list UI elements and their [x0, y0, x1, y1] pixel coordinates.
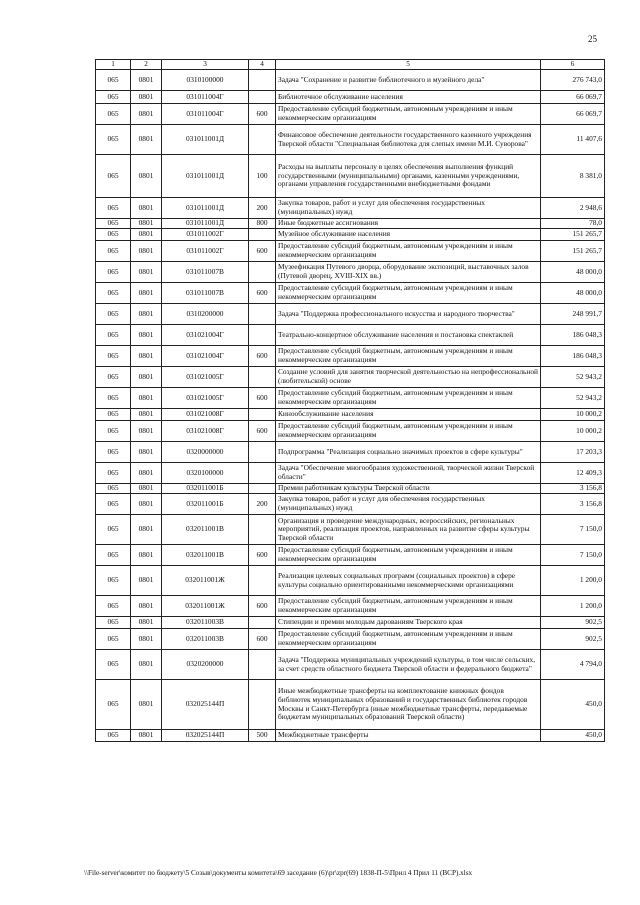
cell-target-article: 0320200000	[162, 650, 249, 680]
cell-section: 0801	[131, 545, 162, 566]
cell-target-article: 032011001Б	[162, 484, 249, 494]
cell-target-article: 032025144П	[162, 680, 249, 730]
cell-target-article: 032011001Ж	[162, 566, 249, 596]
cell-expense-type	[249, 566, 276, 596]
cell-target-article: 031011001Д	[162, 155, 249, 198]
cell-expense-type	[249, 325, 276, 346]
cell-description: Финансовое обеспечение деятельности государственного казенного учреждения Тверской области "Специальная библиотека для слепых имени М.И. Суворова"	[276, 125, 541, 155]
cell-expense-type	[249, 617, 276, 629]
cell-target-article: 032011003В	[162, 629, 249, 650]
cell-section: 0801	[131, 91, 162, 104]
table-row	[96, 629, 605, 650]
cell-admin: 065	[96, 680, 131, 730]
cell-target-article: 032011001В	[162, 515, 249, 545]
table-row	[96, 730, 605, 742]
table-row	[96, 409, 605, 421]
cell-admin: 065	[96, 219, 131, 229]
cell-admin: 065	[96, 409, 131, 421]
cell-description: Предоставление субсидий бюджетным, автономным учреждениям и иным некоммерческим организациям	[276, 104, 541, 125]
table-row	[96, 484, 605, 494]
cell-description: Премии работникам культуры Тверской области	[276, 484, 541, 494]
cell-section: 0801	[131, 494, 162, 515]
table-row	[96, 617, 605, 629]
cell-section: 0801	[131, 346, 162, 367]
table-row	[96, 388, 605, 409]
table-row	[96, 262, 605, 283]
column-header: 2	[131, 60, 162, 70]
cell-amount: 11 407,6	[541, 125, 605, 155]
cell-expense-type: 200	[249, 198, 276, 219]
cell-target-article: 031021005Г	[162, 367, 249, 388]
table-header-row	[96, 60, 605, 70]
table-row	[96, 283, 605, 304]
table-row	[96, 545, 605, 566]
table-row	[96, 198, 605, 219]
cell-expense-type	[249, 409, 276, 421]
cell-expense-type	[249, 367, 276, 388]
cell-section: 0801	[131, 70, 162, 91]
cell-section: 0801	[131, 650, 162, 680]
cell-admin: 065	[96, 262, 131, 283]
cell-description: Межбюджетные трансферты	[276, 730, 541, 742]
table-row	[96, 650, 605, 680]
cell-description: Предоставление субсидий бюджетным, автономным учреждениям и иным некоммерческим организациям	[276, 596, 541, 617]
cell-description: Реализация целевых социальных программ (социальных проектов) в сфере культуры социально ориентированными некоммерческими организациями	[276, 566, 541, 596]
table-row	[96, 596, 605, 617]
cell-amount: 248 991,7	[541, 304, 605, 325]
cell-admin: 065	[96, 545, 131, 566]
cell-section: 0801	[131, 219, 162, 229]
cell-description: Задача "Обеспечение многообразия художественной, творческой жизни Тверской области"	[276, 463, 541, 484]
cell-expense-type	[249, 484, 276, 494]
cell-section: 0801	[131, 388, 162, 409]
cell-expense-type	[249, 442, 276, 463]
table-row	[96, 421, 605, 442]
cell-target-article: 031021005Г	[162, 388, 249, 409]
cell-target-article: 031011004Г	[162, 91, 249, 104]
table-row	[96, 680, 605, 730]
table-row	[96, 515, 605, 545]
cell-amount: 151 265,7	[541, 229, 605, 241]
cell-admin: 065	[96, 241, 131, 262]
table-row	[96, 125, 605, 155]
cell-admin: 065	[96, 650, 131, 680]
cell-amount: 52 943,2	[541, 367, 605, 388]
cell-admin: 065	[96, 229, 131, 241]
cell-amount: 902,5	[541, 629, 605, 650]
cell-description: Задача "Сохранение и развитие библиотечного и музейного дела"	[276, 70, 541, 91]
cell-amount: 151 265,7	[541, 241, 605, 262]
cell-section: 0801	[131, 241, 162, 262]
cell-target-article: 031011007В	[162, 283, 249, 304]
cell-description: Задача "Поддержка профессионального искусства и народного творчества"	[276, 304, 541, 325]
cell-expense-type	[249, 229, 276, 241]
cell-description: Расходы на выплаты персоналу в целях обеспечения выполнения функций государственными (муниципальными) органами, казенными учреждениями, органами управления государственными внебюджетными фондами	[276, 155, 541, 198]
cell-amount: 8 381,0	[541, 155, 605, 198]
cell-target-article: 032011003В	[162, 617, 249, 629]
cell-section: 0801	[131, 515, 162, 545]
cell-amount: 7 150,0	[541, 515, 605, 545]
column-header: 6	[541, 60, 605, 70]
cell-admin: 065	[96, 198, 131, 219]
cell-section: 0801	[131, 198, 162, 219]
cell-description: Библиотечное обслуживание населения	[276, 91, 541, 104]
cell-admin: 065	[96, 596, 131, 617]
table-row	[96, 346, 605, 367]
cell-description: Организация и проведение международных, всероссийских, региональных мероприятий, реализация проектов, направленных на развитие сферы культуры Тверской области	[276, 515, 541, 545]
cell-target-article: 0320100000	[162, 463, 249, 484]
cell-description: Музеефикация Путевого дворца, оборудование экспозиций, выставочных залов (Путевой дворец, XVIII-XIX вв.)	[276, 262, 541, 283]
cell-admin: 065	[96, 388, 131, 409]
cell-admin: 065	[96, 730, 131, 742]
cell-target-article: 0310100000	[162, 70, 249, 91]
file-path-footer: \\File-server\комитет по бюджету\5 Созыв\документы комитета\69 заседание (6)\pr\zpr(69) 1838-П-5\Прил 4 Прил 11 (ВСР).xlsx	[84, 869, 473, 877]
cell-amount: 4 794,0	[541, 650, 605, 680]
cell-target-article: 031011001Д	[162, 198, 249, 219]
cell-description: Иные бюджетные ассигнования	[276, 219, 541, 229]
cell-expense-type: 600	[249, 545, 276, 566]
table-row	[96, 155, 605, 198]
cell-target-article: 031011001Д	[162, 219, 249, 229]
cell-expense-type: 600	[249, 388, 276, 409]
budget-table	[95, 59, 605, 742]
cell-target-article: 0320000000	[162, 442, 249, 463]
table-row	[96, 229, 605, 241]
table-row	[96, 494, 605, 515]
cell-admin: 065	[96, 155, 131, 198]
cell-section: 0801	[131, 617, 162, 629]
cell-amount: 902,5	[541, 617, 605, 629]
table-row	[96, 325, 605, 346]
cell-description: Предоставление субсидий бюджетным, автономным учреждениям и иным некоммерческим организациям	[276, 346, 541, 367]
cell-target-article: 031021008Г	[162, 421, 249, 442]
cell-amount: 12 409,3	[541, 463, 605, 484]
cell-amount: 2 948,6	[541, 198, 605, 219]
cell-admin: 065	[96, 494, 131, 515]
cell-amount: 48 000,0	[541, 262, 605, 283]
cell-expense-type: 200	[249, 494, 276, 515]
cell-description: Предоставление субсидий бюджетным, автономным учреждениям и иным некоммерческим организациям	[276, 421, 541, 442]
cell-admin: 065	[96, 566, 131, 596]
cell-amount: 7 150,0	[541, 545, 605, 566]
cell-expense-type	[249, 125, 276, 155]
cell-description: Закупка товаров, работ и услуг для обеспечения государственных (муниципальных) нужд	[276, 198, 541, 219]
table-row	[96, 104, 605, 125]
table-row	[96, 566, 605, 596]
table-row	[96, 442, 605, 463]
cell-section: 0801	[131, 125, 162, 155]
cell-target-article: 031011002Г	[162, 229, 249, 241]
cell-description: Иные межбюджетные трансферты на комплектование книжных фондов библиотек муниципальных образований и государственных библиотек городов Москвы и Санкт-Петербурга (иные межбюджетные трансферты, передаваемые бюджетам муниципальных образований Тверской области)	[276, 680, 541, 730]
table-row	[96, 463, 605, 484]
cell-section: 0801	[131, 409, 162, 421]
cell-description: Музейное обслуживание населения	[276, 229, 541, 241]
cell-target-article: 032011001Ж	[162, 596, 249, 617]
table-row	[96, 241, 605, 262]
page-number: 25	[588, 34, 597, 44]
cell-expense-type	[249, 650, 276, 680]
cell-expense-type	[249, 680, 276, 730]
cell-admin: 065	[96, 346, 131, 367]
cell-target-article: 031011002Г	[162, 241, 249, 262]
cell-section: 0801	[131, 325, 162, 346]
cell-section: 0801	[131, 442, 162, 463]
cell-expense-type	[249, 70, 276, 91]
cell-admin: 065	[96, 304, 131, 325]
cell-expense-type	[249, 463, 276, 484]
cell-amount: 186 048,3	[541, 325, 605, 346]
cell-expense-type: 600	[249, 346, 276, 367]
table-row	[96, 219, 605, 229]
column-header: 4	[249, 60, 276, 70]
cell-expense-type	[249, 262, 276, 283]
cell-section: 0801	[131, 104, 162, 125]
cell-amount: 17 203,3	[541, 442, 605, 463]
cell-expense-type: 600	[249, 283, 276, 304]
cell-description: Стипендии и премии молодым дарованиям Тверского края	[276, 617, 541, 629]
cell-admin: 065	[96, 617, 131, 629]
cell-expense-type: 600	[249, 104, 276, 125]
table-row	[96, 91, 605, 104]
cell-amount: 52 943,2	[541, 388, 605, 409]
cell-admin: 065	[96, 515, 131, 545]
column-header: 1	[96, 60, 131, 70]
cell-description: Предоставление субсидий бюджетным, автономным учреждениям и иным некоммерческим организациям	[276, 283, 541, 304]
table-row	[96, 70, 605, 91]
cell-section: 0801	[131, 680, 162, 730]
cell-target-article: 031021004Г	[162, 346, 249, 367]
cell-expense-type: 600	[249, 421, 276, 442]
cell-description: Театрально-концертное обслуживание населения и постановка спектаклей	[276, 325, 541, 346]
cell-amount: 48 000,0	[541, 283, 605, 304]
cell-admin: 065	[96, 463, 131, 484]
cell-description: Предоставление субсидий бюджетным, автономным учреждениям и иным некоммерческим организациям	[276, 241, 541, 262]
column-header: 5	[276, 60, 541, 70]
cell-section: 0801	[131, 730, 162, 742]
cell-description: Предоставление субсидий бюджетным, автономным учреждениям и иным некоммерческим организациям	[276, 629, 541, 650]
cell-amount: 1 200,0	[541, 596, 605, 617]
cell-admin: 065	[96, 91, 131, 104]
cell-amount: 276 743,0	[541, 70, 605, 91]
cell-target-article: 031021008Г	[162, 409, 249, 421]
cell-admin: 065	[96, 421, 131, 442]
cell-expense-type: 800	[249, 219, 276, 229]
cell-section: 0801	[131, 367, 162, 388]
table-row	[96, 367, 605, 388]
column-header: 3	[162, 60, 249, 70]
cell-target-article: 0310200000	[162, 304, 249, 325]
cell-target-article: 031011007В	[162, 262, 249, 283]
cell-section: 0801	[131, 629, 162, 650]
cell-expense-type: 600	[249, 629, 276, 650]
cell-amount: 66 069,7	[541, 104, 605, 125]
table-body	[96, 60, 605, 742]
cell-amount: 78,0	[541, 219, 605, 229]
cell-expense-type: 500	[249, 730, 276, 742]
cell-admin: 065	[96, 325, 131, 346]
cell-amount: 186 048,3	[541, 346, 605, 367]
cell-description: Предоставление субсидий бюджетным, автономным учреждениям и иным некоммерческим организациям	[276, 545, 541, 566]
cell-expense-type	[249, 91, 276, 104]
cell-target-article: 031021004Г	[162, 325, 249, 346]
cell-expense-type: 600	[249, 241, 276, 262]
cell-section: 0801	[131, 566, 162, 596]
cell-admin: 065	[96, 104, 131, 125]
cell-amount: 450,0	[541, 680, 605, 730]
cell-description: Подпрограмма "Реализация социально значимых проектов в сфере культуры"	[276, 442, 541, 463]
cell-section: 0801	[131, 463, 162, 484]
cell-section: 0801	[131, 283, 162, 304]
cell-admin: 065	[96, 125, 131, 155]
cell-description: Предоставление субсидий бюджетным, автономным учреждениям и иным некоммерческим организациям	[276, 388, 541, 409]
cell-section: 0801	[131, 421, 162, 442]
cell-description: Закупка товаров, работ и услуг для обеспечения государственных (муниципальных) нужд	[276, 494, 541, 515]
cell-description: Задача "Поддержка муниципальных учреждений культуры, в том числе сельских, за счет средств областного бюджета Тверской области и федерального бюджета"	[276, 650, 541, 680]
cell-expense-type: 600	[249, 596, 276, 617]
cell-admin: 065	[96, 629, 131, 650]
cell-expense-type	[249, 304, 276, 325]
cell-admin: 065	[96, 442, 131, 463]
cell-section: 0801	[131, 596, 162, 617]
cell-section: 0801	[131, 262, 162, 283]
cell-admin: 065	[96, 70, 131, 91]
cell-target-article: 031011004Г	[162, 104, 249, 125]
table-row	[96, 304, 605, 325]
cell-amount: 450,0	[541, 730, 605, 742]
cell-section: 0801	[131, 484, 162, 494]
cell-amount: 10 000,2	[541, 409, 605, 421]
cell-description: Создание условий для занятия творческой деятельностью на непрофессиональной (любительской) основе	[276, 367, 541, 388]
cell-admin: 065	[96, 283, 131, 304]
cell-expense-type	[249, 515, 276, 545]
cell-target-article: 032025144П	[162, 730, 249, 742]
cell-section: 0801	[131, 229, 162, 241]
cell-amount: 3 156,8	[541, 484, 605, 494]
cell-amount: 3 156,8	[541, 494, 605, 515]
cell-description: Кинообслуживание населения	[276, 409, 541, 421]
cell-amount: 10 000,2	[541, 421, 605, 442]
cell-admin: 065	[96, 367, 131, 388]
cell-target-article: 032011001В	[162, 545, 249, 566]
cell-amount: 1 200,0	[541, 566, 605, 596]
cell-section: 0801	[131, 155, 162, 198]
cell-section: 0801	[131, 304, 162, 325]
cell-target-article: 031011001Д	[162, 125, 249, 155]
cell-expense-type: 100	[249, 155, 276, 198]
cell-target-article: 032011001Б	[162, 494, 249, 515]
cell-amount: 66 069,7	[541, 91, 605, 104]
cell-admin: 065	[96, 484, 131, 494]
